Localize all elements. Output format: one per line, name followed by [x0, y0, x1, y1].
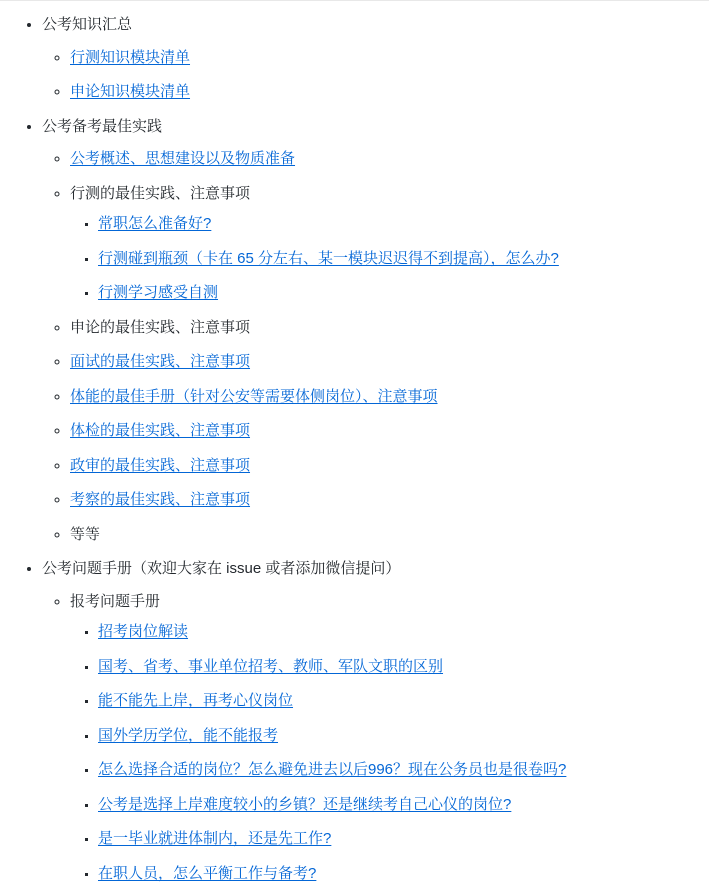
list-item [98, 725, 697, 748]
list-item [98, 621, 697, 644]
list-item [42, 558, 697, 885]
list-item [70, 386, 697, 409]
list-item [70, 455, 697, 478]
outline-link[interactable]: 在职人员，怎么平衡工作与备考? [98, 865, 316, 882]
outline-label: 报考问题手册 [70, 593, 160, 610]
horizontal-rule [0, 0, 709, 1]
outline-link[interactable]: 体能的最佳手册（针对公安等需要体侧岗位）、注意事项 [70, 388, 438, 405]
list-item [70, 524, 697, 547]
list-item [98, 248, 697, 271]
outline-list [12, 14, 697, 885]
outline-sublist [70, 213, 697, 305]
outline-link[interactable]: 招考岗位解读 [98, 623, 188, 640]
outline-link[interactable]: 行测碰到瓶颈（卡在 65 分左右、某一模块迟迟得不到提高），怎么办? [98, 250, 559, 267]
list-item [42, 14, 697, 104]
outline-link[interactable]: 怎么选择合适的岗位？怎么避免进去以后996？现在公务员也是很卷吗? [98, 761, 566, 778]
list-item [98, 656, 697, 679]
list-item [70, 317, 697, 340]
outline-link[interactable]: 考察的最佳实践、注意事项 [70, 491, 250, 508]
list-item [70, 47, 697, 70]
list-item [98, 759, 697, 782]
list-item [70, 591, 697, 885]
outline-sublist [70, 621, 697, 885]
outline-label: 公考问题手册（欢迎大家在 issue 或者添加微信提问） [42, 560, 400, 577]
list-item [70, 351, 697, 374]
outline-label: 公考备考最佳实践 [42, 118, 162, 135]
outline-label: 公考知识汇总 [42, 16, 132, 33]
list-item [70, 81, 697, 104]
outline-sublist [42, 148, 697, 546]
list-item [70, 148, 697, 171]
outline-link[interactable]: 行测学习感受自测 [98, 284, 218, 301]
list-item [98, 863, 697, 885]
outline-link[interactable]: 常职怎么准备好? [98, 215, 211, 232]
outline-link[interactable]: 国外学历学位，能不能报考 [98, 727, 278, 744]
outline-label: 申论的最佳实践、注意事项 [70, 319, 250, 336]
outline-link[interactable]: 行测知识模块清单 [70, 49, 190, 66]
list-item [42, 116, 697, 547]
list-item [98, 690, 697, 713]
list-item [70, 183, 697, 305]
outline-link[interactable]: 公考是选择上岸难度较小的乡镇？还是继续考自己心仪的岗位? [98, 796, 511, 813]
list-item [98, 794, 697, 817]
list-item [70, 489, 697, 512]
outline-link[interactable]: 能不能先上岸，再考心仪岗位 [98, 692, 293, 709]
outline-sublist [42, 591, 697, 885]
outline-link[interactable]: 公考概述、思想建设以及物质准备 [70, 150, 295, 167]
list-item [70, 420, 697, 443]
outline-label: 行测的最佳实践、注意事项 [70, 185, 250, 202]
outline-link[interactable]: 体检的最佳实践、注意事项 [70, 422, 250, 439]
outline-link[interactable]: 政审的最佳实践、注意事项 [70, 457, 250, 474]
list-item [98, 282, 697, 305]
outline-sublist [42, 47, 697, 104]
outline-link[interactable]: 是一毕业就进体制内，还是先工作? [98, 830, 331, 847]
outline-link[interactable]: 国考、省考、事业单位招考、教师、军队文职的区别 [98, 658, 443, 675]
outline-label: 等等 [70, 526, 100, 543]
list-item [98, 828, 697, 851]
outline-link[interactable]: 申论知识模块清单 [70, 83, 190, 100]
list-item [98, 213, 697, 236]
outline-link[interactable]: 面试的最佳实践、注意事项 [70, 353, 250, 370]
